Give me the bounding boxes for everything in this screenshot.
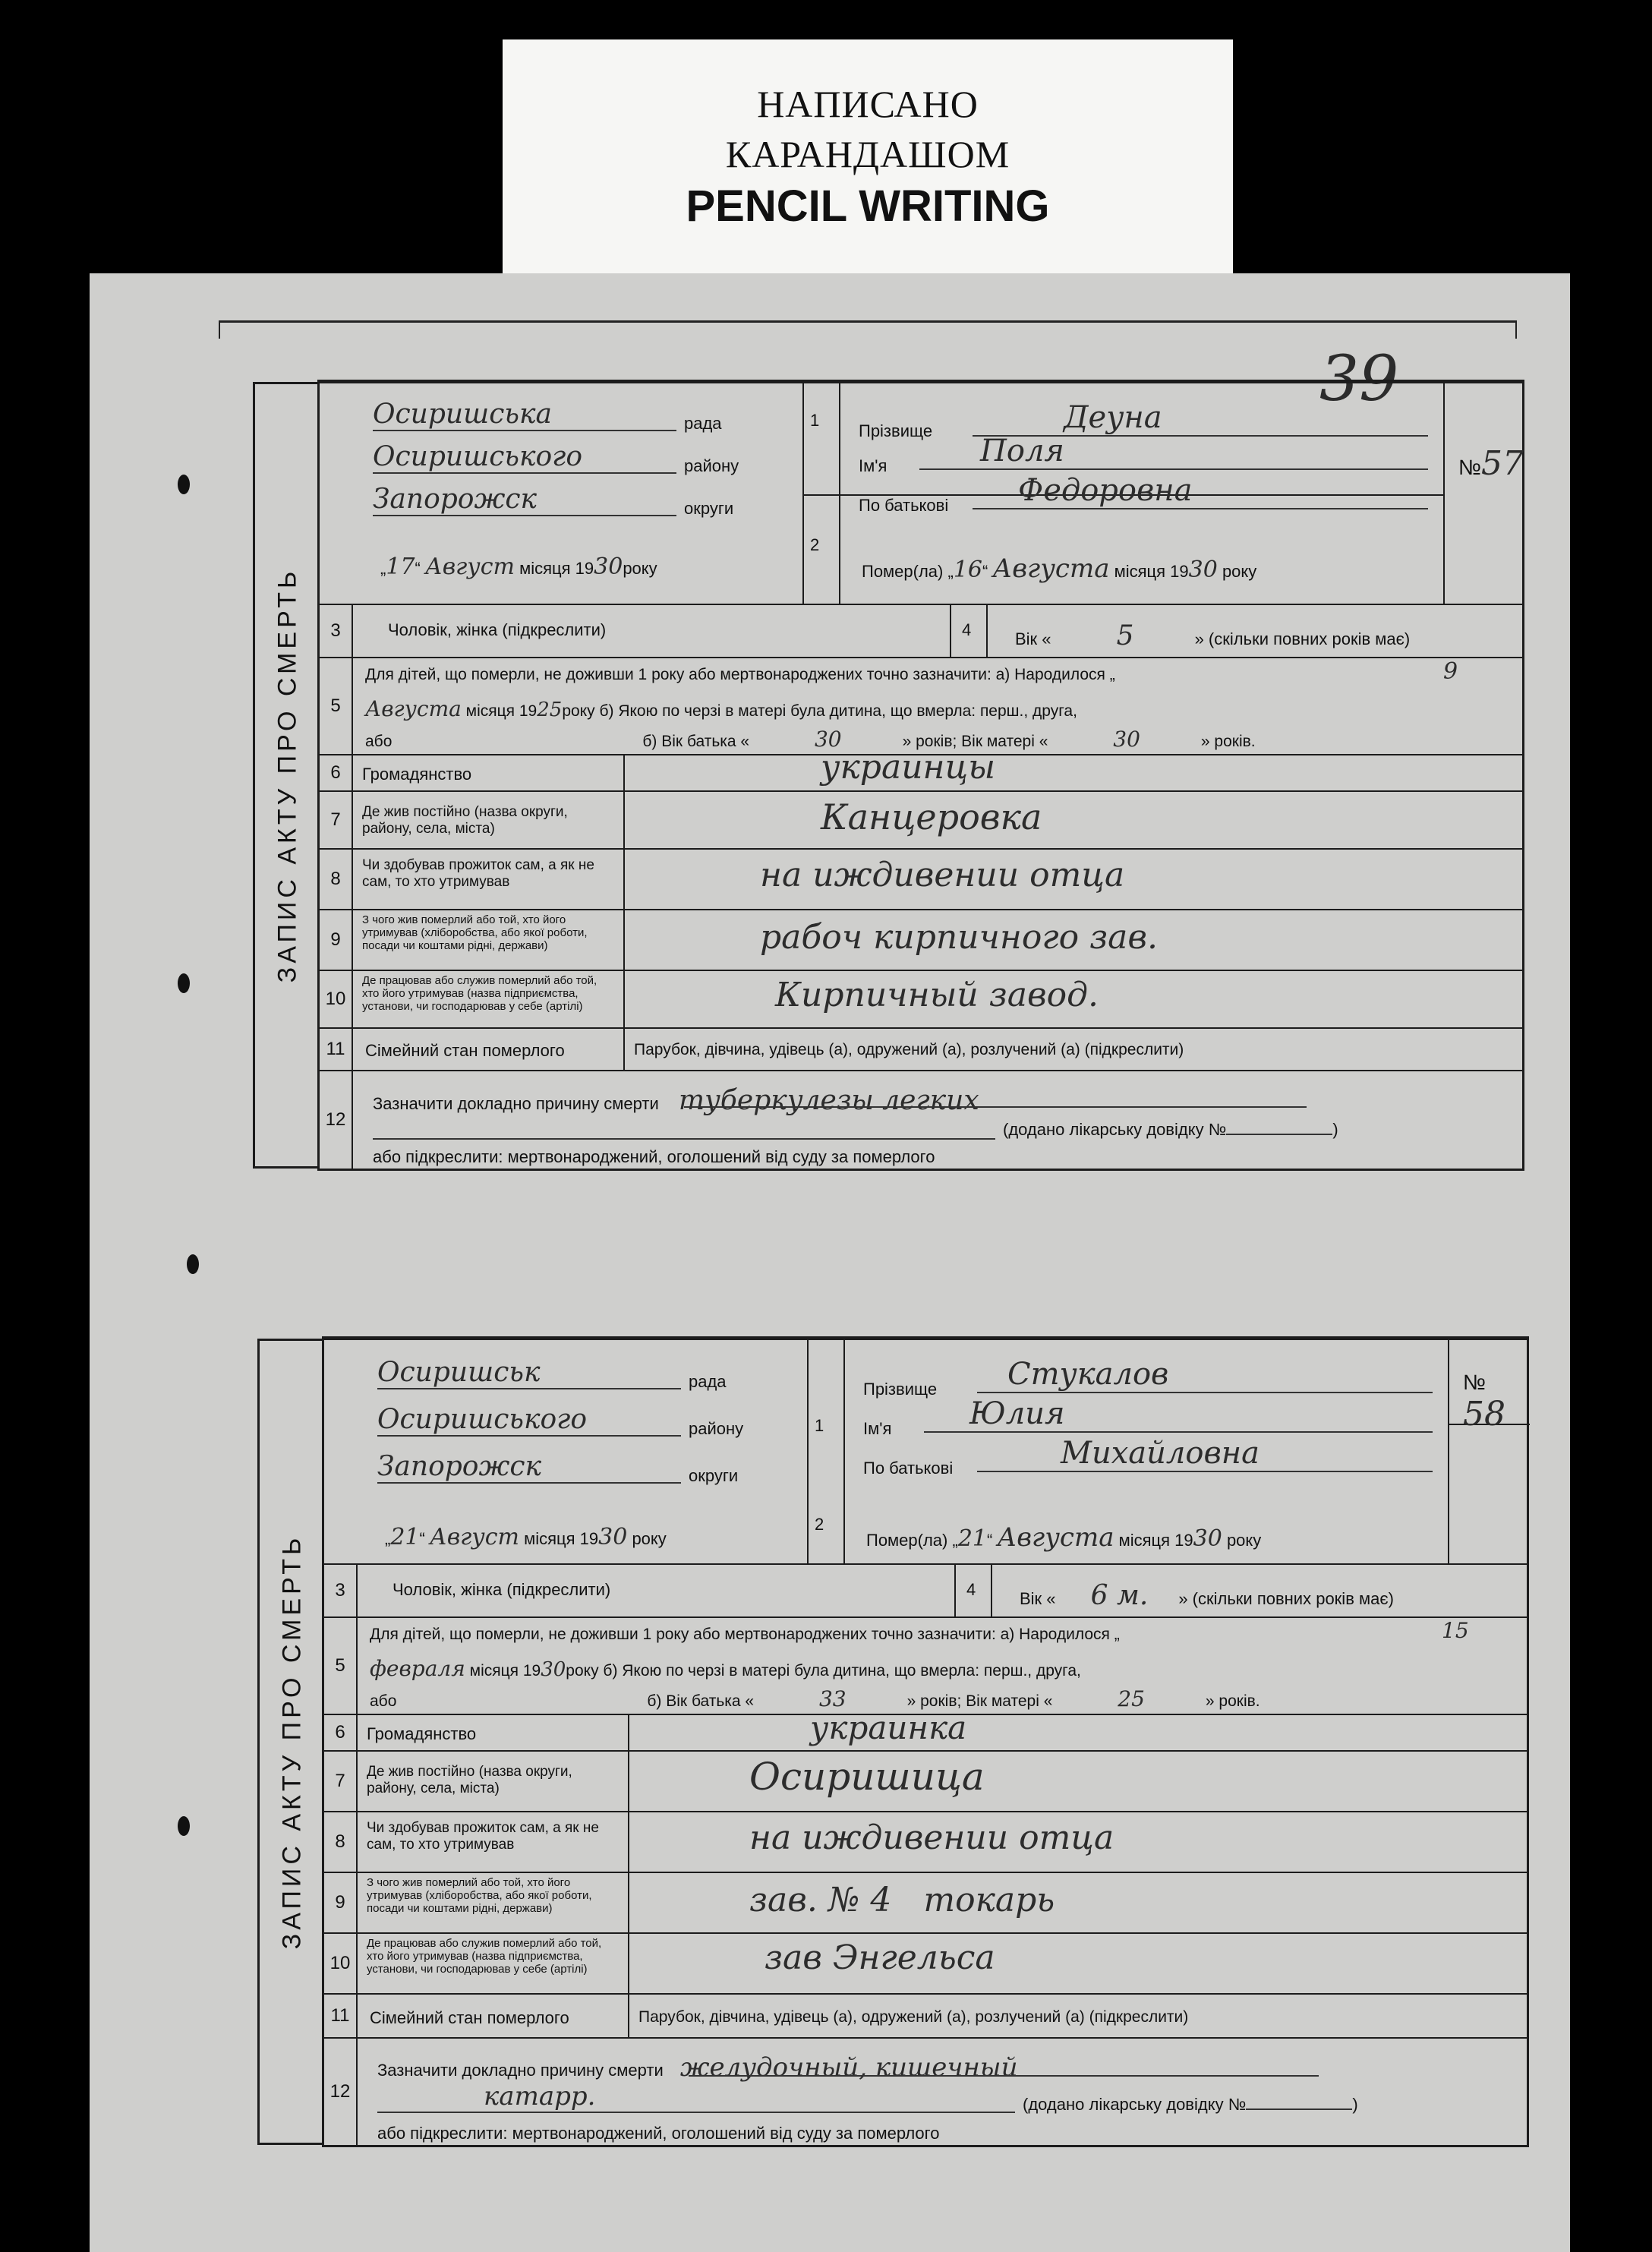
cause-line: Зазначити докладно причину смерти желудочный, кишечный — [377, 2052, 1018, 2083]
support-label: Чи здобував прожиток сам, а як не сам, то хто утримував — [367, 1820, 599, 1853]
workplace-value: Кирпичный завод. — [775, 976, 1099, 1014]
row5-line1: Для дітей, що померли, не доживши 1 року або мертвонароджених точно зазначити: а) Народилося „ — [370, 1626, 1120, 1643]
citizenship-value: украинка — [810, 1709, 967, 1746]
reg-date: „21“ Август місяця 1930 року — [385, 1524, 667, 1550]
row5-line3: або б) Вік батька « 30 » років; Вік матері « 30 » років. — [365, 727, 1256, 752]
okruha-label: округи — [684, 499, 734, 518]
record-number: №57 — [1458, 444, 1524, 483]
sex-label: Чоловік, жінка (підкреслити) — [393, 1580, 611, 1599]
rada-label: рада — [684, 414, 722, 433]
age-field: Вік « 5 » (скільки повних років має) — [1015, 620, 1411, 651]
residence-value: Канцеровка — [821, 796, 1042, 837]
livelihood-value: рабоч кирпичного зав. — [760, 918, 1158, 957]
header-section: 1 2 Осиришськ рада Осиришського району Запорожск округи „21“ Август місяця 1930 року Прізвище Стукалов Ім'я Юлия По батькові Михайловна Помер(ла) „21“ Августа місяця 1930 року № 58 — [324, 1339, 1527, 1563]
row5-line3: або б) Вік батька « 33 » років; Вік матері « 25 » років. — [370, 1686, 1260, 1711]
row-5-infants: 5 Для дітей, що померли, не доживши 1 року або мертвонароджених точно зазначити: а) Народилося „ 15 февраля місяця 1930року б) Якою по черзі в матері була дитина, що вмерла: перш., друга, або б) Вік батька « 33 » років; Вік матері « 25 » років. — [324, 1616, 1527, 1714]
row-7-residence: 7 Де жив постійно (назва округи, району, села, міста) Осиришица — [324, 1750, 1527, 1811]
patronymic-label: По батькові — [863, 1459, 954, 1478]
livelihood-label: З чого жив померлий або той, хто його утримував (хліборобства, або якої роботи, посади чи коштами рідні, держави) — [362, 913, 588, 952]
row-5-infants: 5 Для дітей, що померли, не доживши 1 року або мертвонароджених точно зазначити: а) Народилося „ 9 Августа місяця 1925року б) Якою по черзі в матері була дитина, що вмерла: перш., друга, або б) Вік батька « 30 » років; Вік матері « 30 » років. — [320, 657, 1522, 754]
punch-hole — [178, 475, 190, 494]
death-date: Помер(ла) „21“ Августа місяця 1930 року — [866, 1522, 1262, 1553]
surname-label: Прізвище — [859, 421, 933, 440]
name-label: Ім'я — [863, 1419, 892, 1438]
record-number: № 58 — [1463, 1370, 1505, 1434]
rayon-label: району — [684, 456, 739, 475]
patronymic-label: По батькові — [859, 496, 949, 515]
born-day: 15 — [1442, 1618, 1469, 1643]
row-12-cause: 12 Зазначити докладно причину смерти туберкулезы легких (додано лікарську довідку № ) або підкреслити: мертвонароджений, оголошений від суду за померлого — [320, 1070, 1522, 1169]
row-6-citizenship: 6 Громадянство украинцы — [320, 754, 1522, 790]
row5-line2: февраля місяця 1930року б) Якою по черзі в матері була дитина, що вмерла: перш., друга, — [370, 1656, 1081, 1681]
name-label: Ім'я — [859, 456, 887, 475]
name-value: Юлия — [924, 1396, 1433, 1433]
rada-value: Осиришськ — [377, 1357, 681, 1389]
row-3-sex-age: 3 Чоловік, жінка (підкреслити) 4 Вік « 5 » (скільки повних років має) — [320, 604, 1522, 657]
marital-label: Сімейний стан померлого — [370, 2008, 569, 2027]
row5-line1: Для дітей, що померли, не доживши 1 року або мертвонароджених точно зазначити: а) Народилося „ — [365, 666, 1115, 683]
marital-label: Сімейний стан померлого — [365, 1041, 565, 1060]
name-value: Поля — [919, 434, 1428, 470]
row5-line2: Августа місяця 1925року б) Якою по черзі в матері була дитина, що вмерла: перш., друга, — [365, 696, 1077, 721]
row-10-workplace: 10 Де працював або служив померлий або той, хто його утримував (назва підприємства, установи, чи господарював у себе (артілі) зав Энгельса — [324, 1932, 1527, 1993]
row-11-marital: 11 Сімейний стан померлого Парубок, дівчина, удівець (а), одружений (а), розлучений (а) (підкреслити) — [320, 1027, 1522, 1070]
sex-label: Чоловік, жінка (підкреслити) — [388, 620, 607, 639]
death-record-2 — [277, 1336, 1529, 2147]
citizenship-value: украинцы — [821, 748, 996, 787]
rayon-label: району — [689, 1419, 744, 1438]
livelihood-value: зав. № 4 токарь — [749, 1881, 1055, 1919]
workplace-label: Де працював або служив померлий або той, хто його утримував (назва підприємства, установи, чи господарював у себе (артілі) — [362, 974, 597, 1013]
marital-options: Парубок, дівчина, удівець (а), одружений (а), розлучений (а) (підкреслити) — [634, 1041, 1184, 1058]
okruha-value: Запорожск — [377, 1451, 681, 1484]
residence-label: Де жив постійно (назва округи, району, села, міста) — [362, 804, 568, 837]
surname-label: Прізвище — [863, 1380, 938, 1399]
header-section: 1 2 Осиришська рада Осиришського району Запорожск округи „17“ Август місяця 1930року Прізвище Деуна Ім'я Поля По батькові Федоровна Помер(ла) „16“ Августа місяця 1930 року №57 — [320, 382, 1522, 604]
stillborn-note: або підкреслити: мертвонароджений, оголошений від суду за померлого — [373, 1147, 935, 1166]
label-line-1: НАПИСАНО — [757, 83, 979, 125]
row-11-marital: 11 Сімейний стан померлого Парубок, дівчина, удівець (а), одружений (а), розлучений (а) (підкреслити) — [324, 1993, 1527, 2037]
row-12-cause: 12 Зазначити докладно причину смерти желудочный, кишечный катарр. (додано лікарську довідку № ) або підкреслити: мертвонароджений, оголошений від суду за померлого — [324, 2037, 1527, 2145]
top-strip — [219, 320, 1517, 339]
citizenship-label: Громадянство — [362, 765, 472, 784]
reg-date: „17“ Август місяця 1930року — [380, 554, 657, 580]
surname-value: Стукалов — [977, 1357, 1433, 1393]
support-value: на иждивении отца — [760, 856, 1125, 894]
row-9-livelihood: 9 З чого жив померлий або той, хто його утримував (хліборобства, або якої роботи, посади чи коштами рідні, держави) зав. № 4 токарь — [324, 1872, 1527, 1932]
rada-label: рада — [689, 1372, 727, 1391]
stillborn-note: або підкреслити: мертвонароджений, оголошений від суду за померлого — [377, 2124, 940, 2143]
patronymic-value: Федоровна — [973, 473, 1428, 509]
row-6-citizenship: 6 Громадянство украинка — [324, 1714, 1527, 1750]
cause-doc-note: (додано лікарську довідку № ) — [1003, 1120, 1338, 1139]
cause-line: Зазначити докладно причину смерти туберкулезы легких — [373, 1085, 979, 1116]
marital-options: Парубок, дівчина, удівець (а), одружений (а), розлучений (а) (підкреслити) — [638, 2008, 1189, 2026]
patronymic-value: Михайловна — [977, 1436, 1433, 1472]
cause-doc-note: (додано лікарську довідку № ) — [1023, 2095, 1358, 2114]
residence-value: Осиришица — [749, 1755, 985, 1799]
row-3-sex-age: 3 Чоловік, жінка (підкреслити) 4 Вік « 6 м. » (скільки повних років має) — [324, 1563, 1527, 1616]
row-9-livelihood: 9 З чого жив померлий або той, хто його утримував (хліборобства, або якої роботи, посади чи коштами рідні, держави) рабоч кирпичного зав. — [320, 909, 1522, 970]
label-line-3: PENCIL WRITING — [686, 181, 1050, 231]
document-page — [90, 273, 1570, 2252]
rayon-value: Осиришського — [373, 441, 676, 474]
side-title: ЗАПИС АКТУ ПРО СМЕРТЬ — [253, 382, 320, 1169]
label-line-2: КАРАНДАШОМ — [725, 133, 1010, 175]
okruha-label: округи — [689, 1466, 739, 1485]
punch-hole — [178, 973, 190, 993]
punch-hole — [178, 1816, 190, 1836]
row-10-workplace: 10 Де працював або служив померлий або той, хто його утримував (назва підприємства, установи, чи господарював у себе (артілі) Кирпичный завод. — [320, 970, 1522, 1027]
surname-value: Деуна — [973, 400, 1428, 437]
support-label: Чи здобував прожиток сам, а як не сам, то хто утримував — [362, 857, 594, 890]
row-8-support: 8 Чи здобував прожиток сам, а як не сам, то хто утримував на иждивении отца — [324, 1811, 1527, 1872]
workplace-value: зав Энгельса — [765, 1938, 995, 1977]
rada-value: Осиришська — [373, 399, 676, 431]
okruha-value: Запорожск — [373, 484, 676, 516]
workplace-label: Де працював або служив померлий або той, хто його утримував (назва підприємства, установи, чи господарював у себе (артілі) — [367, 1937, 602, 1976]
page-number: 39 — [1319, 343, 1399, 415]
row-8-support: 8 Чи здобував прожиток сам, а як не сам, то хто утримував на иждивении отца — [320, 848, 1522, 909]
cause-continued: катарр. — [377, 2081, 1015, 2113]
age-field: Вік « 6 м. » (скільки повних років має) — [1020, 1580, 1394, 1611]
pencil-writing-label — [503, 39, 1233, 276]
residence-label: Де жив постійно (назва округи, району, села, міста) — [367, 1764, 572, 1796]
livelihood-label: З чого жив померлий або той, хто його утримував (хліборобства, або якої роботи, посади чи коштами рідні, держави) — [367, 1876, 592, 1915]
support-value: на иждивении отца — [749, 1818, 1114, 1857]
side-title: ЗАПИС АКТУ ПРО СМЕРТЬ — [257, 1339, 324, 2145]
death-date: Помер(ла) „16“ Августа місяця 1930 року — [862, 554, 1257, 584]
death-record-1 — [273, 380, 1524, 1171]
born-day: 9 — [1443, 658, 1458, 685]
rayon-value: Осиришського — [377, 1404, 681, 1437]
row-7-residence: 7 Де жив постійно (назва округи, району, села, міста) Канцеровка — [320, 790, 1522, 848]
punch-hole — [187, 1254, 199, 1274]
citizenship-label: Громадянство — [367, 1724, 477, 1743]
